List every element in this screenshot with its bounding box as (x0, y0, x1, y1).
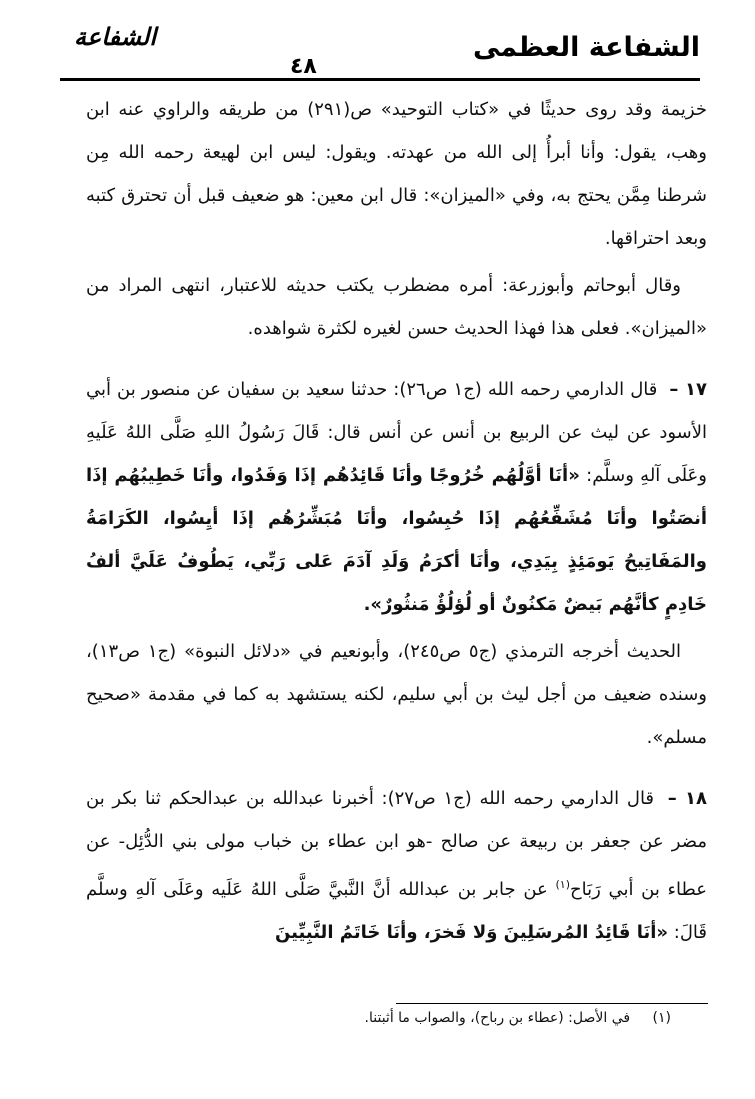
hadith-number: ١٨ – (667, 788, 708, 809)
page-number: ٤٨ (290, 54, 317, 79)
header-rule (60, 78, 700, 81)
hadith-isnad-continued: عن جابر بن عبدالله أنَّ النَّبيَّ صَلَّى اللهُ عَلَيه وعَلَى آلهِ وسلَّم قَالَ: (86, 879, 707, 943)
footnote (365, 1010, 671, 1026)
paragraph-takhrij: الحديث أخرجه الترمذي (ج٥ ص٢٤٥)، وأبونعيم في «دلائل النبوة» (ج١ ص١٣)، وسنده ضعيف من أجل ليث بن أبي سليم، لكنه يستشهد به كما في مقدمة «صحيح مسلم». (86, 641, 707, 748)
footnote-mark: (١) (652, 1010, 671, 1026)
hadith-matn: «أنَا قَائِدُ المُرسَلِينَ وَلا فَخرَ، وأنَا خَاتَمُ النَّبِيِّينَ (274, 922, 669, 943)
hadith-18 (86, 777, 707, 954)
body-text (86, 88, 707, 958)
paragraph-abu-hatim: وقال أبوحاتم وأبوزرعة: أمره مضطرب يكتب حديثه للاعتبار، انتهى المراد من «الميزان». فعلى هذا فهذا الحديث حسن لغيره لكثرة شواهده. (86, 275, 707, 339)
running-title: الشفاعة العظمى (472, 32, 700, 63)
hadith-number: ١٧ – (669, 379, 707, 400)
spacer (86, 763, 707, 777)
spacer (86, 354, 707, 368)
hadith-17 (86, 368, 707, 626)
hadith-matn: «أنَا أوَّلُهُم خُرُوجًا وأنَا قَائِدُهُم إذَا وَفَدُوا، وأنَا خَطِيبُهُم إذَا أنصَتُوا وأنَا مُشَفِّعُهُم إذَا حُبِسُوا، وأنَا مُبَشِّرُهُم إذَا أيِسُوا، الكَرَامَةُ والمَفَاتِيحُ يَومَئِذٍ بِيَدِي، وأنَا أكرَمُ وَلَدِ آدَمَ عَلى رَبِّي، يَطُوفُ عَلَيَّ ألفُ خَادِمٍ كأنَّهُم بَيضٌ مَكنُونٌ أو لُؤلُؤٌ مَنثُورٌ». (86, 465, 707, 615)
footnote-reference[interactable]: (١) (555, 878, 570, 891)
decorative-calligraphy: الشفاعة (74, 22, 157, 51)
footnote-rule (396, 1003, 708, 1004)
hadith-isnad: قال الدارمي رحمه الله (ج١ ص٢٧): أخبرنا عبدالله بن عبدالحكم ثنا بكر بن مضر عن جعفر بن ربيعة عن صالح -هو ابن عطاء بن خباب مولى بني الدُّئِل- عن عطاء بن أبي رَبَاح (86, 788, 707, 900)
footnote-text: في الأصل: (عطاء بن رباح)، والصواب ما أثبتنا. (364, 1010, 631, 1026)
hadith-isnad: قال الدارمي رحمه الله (ج١ ص٢٦): حدثنا سعيد بن سفيان عن منصور بن أبي الأسود عن ليث عن الربيع بن أنس عن أنس قال: قَالَ رَسُولُ اللهِ صَلَّى اللهُ عَلَيهِ وعَلَى آلهِ وسلَّم: (86, 379, 707, 486)
page-header (60, 18, 700, 78)
paragraph-ibn-lahia: خزيمة وقد روى حديثًا في «كتاب التوحيد» ص(٢٩١) من طريقه والراوي عنه ابن وهب، يقول: وأنا أبرأُ إلى الله من عهدته. ويقول: ليس ابن لهيعة رحمه الله مِن شرطنا مِمَّن يحتج به، وفي «الميزان»: قال ابن معين: هو ضعيف قبل أن تحترق كتبه وبعد احتراقها. (86, 99, 707, 249)
